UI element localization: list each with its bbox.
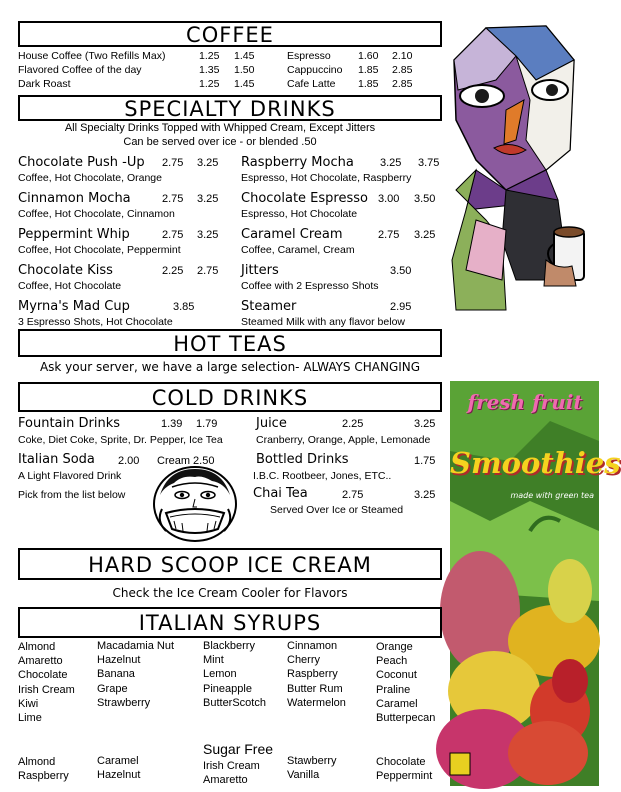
hot-teas-note: Ask your server, we have a large selection- ALWAYS CHANGING [39,360,421,374]
smoothie-ad-line3: made with green tea [510,491,594,500]
fountain-price-large: 1.79 [196,418,218,430]
hot-teas-header [18,329,442,357]
smoothie-ad-line1: fresh fruit [467,390,583,414]
syrup-flavor: Irish Cream [18,684,75,696]
coffee-item-name: Flavored Coffee of the day [18,64,142,76]
smoothie-ad-line2: Smoothies [450,446,621,480]
drink-price-small: 2.75 [162,157,184,169]
drink-price-large: 2.75 [197,265,219,277]
coffee-item-name: Dark Roast [18,78,71,90]
chai-tea-desc: Served Over Ice or Steamed [270,504,404,516]
coffee-item-price-small: 1.25 [199,50,220,62]
drink-desc: 3 Espresso Shots, Hot Chocolate [18,316,173,328]
syrup-flavor: Cinnamon [287,640,338,652]
specialty-title: SPECIALTY DRINKS [124,97,336,121]
juice-price-small: 2.25 [342,418,364,430]
drink-desc: Coffee, Hot Chocolate, Orange [18,172,162,184]
drink-name: Raspberry Mocha [241,155,354,170]
drink-price-small: 3.00 [378,193,400,205]
coffee-title: COFFEE [186,23,274,47]
drink-name: Myrna's Mad Cup [18,299,130,314]
italian-soda-name: Italian Soda [18,452,95,467]
coffee-item-price-large: 2.10 [392,50,413,62]
syrup-flavor: Blackberry [203,640,255,652]
cubist-face-illustration [446,20,596,316]
syrup-flavor: Peach [376,655,408,667]
specialty-header [18,95,442,121]
bottled-drinks-desc: I.B.C. Rootbeer, Jones, ETC.. [253,470,392,482]
bottled-drinks-price: 1.75 [414,455,436,467]
syrup-flavor: Watermelon [287,697,346,709]
coffee-item-price-large: 2.85 [392,78,413,90]
drink-price-large: 3.25 [414,229,436,241]
syrup-flavor: Mint [203,654,224,666]
coffee-item-price-large: 1.45 [234,78,255,90]
syrup-flavor: Chocolate [18,669,68,681]
bottled-drinks-name: Bottled Drinks [256,452,349,467]
juice-desc: Cranberry, Orange, Apple, Lemonade [256,434,431,446]
cold-drinks-title: COLD DRINKS [151,386,309,410]
ice-cream-header [18,548,442,580]
smoothie-ad-artwork [450,381,621,786]
chai-tea-price-large: 3.25 [414,489,436,501]
cold-drinks-header [18,382,442,412]
fountain-drinks-name: Fountain Drinks [18,416,121,431]
drink-name: Peppermint Whip [18,227,130,242]
coffee-item-price-small: 1.35 [199,64,220,76]
drink-price-small: 2.25 [162,265,184,277]
coffee-item-price-large: 2.85 [392,64,413,76]
drink-desc: Coffee, Hot Chocolate, Peppermint [18,244,181,256]
syrup-flavor: Grape [97,683,128,695]
coffee-item-price-small: 1.85 [358,78,379,90]
sugar-free-flavor: Peppermint [376,770,433,782]
drink-price-small: 3.25 [380,157,402,169]
drink-name: Caramel Cream [241,227,343,242]
coffee-item-price-small: 1.25 [199,78,220,90]
sugar-free-flavor: Chocolate [376,756,426,768]
syrup-flavor: Hazelnut [97,654,141,666]
syrup-flavor: Amaretto [18,655,63,667]
italian-soda-price: 2.00 [118,455,140,467]
coffee-item-price-small: 1.60 [358,50,379,62]
sugar-free-flavor: Caramel [97,755,139,767]
sugar-free-flavor: Amaretto [203,774,248,786]
drink-name: Chocolate Kiss [18,263,113,278]
fountain-desc: Coke, Diet Coke, Sprite, Dr. Pepper, Ice Tea [18,434,223,446]
drink-name: Jitters [241,263,279,278]
syrup-flavor: Raspberry [287,668,338,680]
drink-desc: Steamed Milk with any flavor below [241,316,405,328]
syrup-flavor: Coconut [376,669,417,681]
sugar-free-flavor: Hazelnut [97,769,141,781]
drink-price-small: 2.75 [162,229,184,241]
drink-name: Cinnamon Mocha [18,191,131,206]
smoothie-ad [450,381,621,786]
drink-price-small: 2.75 [378,229,400,241]
sugar-free-flavor: Irish Cream [203,760,260,772]
syrup-flavor: Pineapple [203,683,252,695]
sugar-free-flavor: Stawberry [287,755,337,767]
coffee-item-name: Espresso [287,50,331,62]
coffee-item-name: Cafe Latte [287,78,336,90]
italian-soda-cream-price: Cream 2.50 [157,455,215,467]
drink-desc: Coffee, Hot Chocolate, Cinnamon [18,208,175,220]
coffee-header [18,21,442,47]
specialty-note-ice: Can be served over ice - or blended .50 [123,136,317,148]
drink-desc: Coffee, Hot Chocolate [18,280,122,292]
syrup-flavor: Lime [18,712,42,724]
drink-desc: Coffee with 2 Espresso Shots [241,280,379,292]
syrup-flavor: Almond [18,641,56,653]
drink-price-large: 3.50 [414,193,436,205]
specialty-note-topping: All Specialty Drinks Topped with Whipped Cream, Except Jitters [64,122,376,134]
syrup-flavor: Kiwi [18,698,39,710]
sugar-free-flavor: Raspberry [18,770,69,782]
italian-soda-desc: A Light Flavored Drink [18,470,122,482]
coffee-item-name: House Coffee (Two Refills Max) [18,50,166,62]
drink-price-small: 2.95 [390,301,412,313]
italian-syrups-title: ITALIAN SYRUPS [138,611,322,635]
syrup-flavor: Macadamia Nut [97,640,175,652]
sugar-free-title: Sugar Free [203,741,274,757]
hot-teas-title: HOT TEAS [173,332,287,356]
drink-price-small: 3.50 [390,265,412,277]
syrup-flavor: Butter Rum [287,683,343,695]
woman-cup-illustration [152,465,238,543]
syrup-flavor: Banana [97,668,135,680]
sugar-free-flavor: Vanilla [287,769,320,781]
drink-name: Steamer [241,299,297,314]
syrup-flavor: Cherry [287,654,321,666]
drink-price-large: 3.25 [197,157,219,169]
syrup-flavor: Praline [376,684,411,696]
drink-desc: Espresso, Hot Chocolate, Raspberry [241,172,412,184]
sugar-free-flavor: Almond [18,756,56,768]
italian-soda-note: Pick from the list below [18,489,126,501]
drink-price-large: 3.25 [197,193,219,205]
syrup-flavor: Lemon [203,668,237,680]
chai-tea-name: Chai Tea [253,486,308,501]
fountain-price-small: 1.39 [161,418,183,430]
coffee-item-price-large: 1.45 [234,50,255,62]
drink-desc: Coffee, Caramel, Cream [241,244,355,256]
chai-tea-price-small: 2.75 [342,489,364,501]
ice-cream-note: Check the Ice Cream Cooler for Flavors [112,586,348,600]
italian-syrups-header [18,607,442,638]
coffee-item-price-large: 1.50 [234,64,255,76]
syrup-flavor: Caramel [376,698,418,710]
drink-name: Chocolate Push -Up [18,155,145,170]
drink-name: Chocolate Espresso [241,191,368,206]
juice-price-large: 3.25 [414,418,436,430]
drink-price-large: 3.75 [418,157,440,169]
syrup-flavor: Orange [376,641,413,653]
syrup-flavor: Butterpecan [376,712,436,724]
drink-desc: Espresso, Hot Chocolate [241,208,358,220]
drink-price-large: 3.25 [197,229,219,241]
coffee-item-price-small: 1.85 [358,64,379,76]
drink-price-small: 3.85 [173,301,195,313]
ice-cream-title: HARD SCOOP ICE CREAM [88,553,372,577]
syrup-flavor: Strawberry [97,697,151,709]
syrup-flavor: ButterScotch [203,697,266,709]
drink-price-small: 2.75 [162,193,184,205]
juice-name: Juice [256,416,287,431]
coffee-item-name: Cappuccino [287,64,343,76]
